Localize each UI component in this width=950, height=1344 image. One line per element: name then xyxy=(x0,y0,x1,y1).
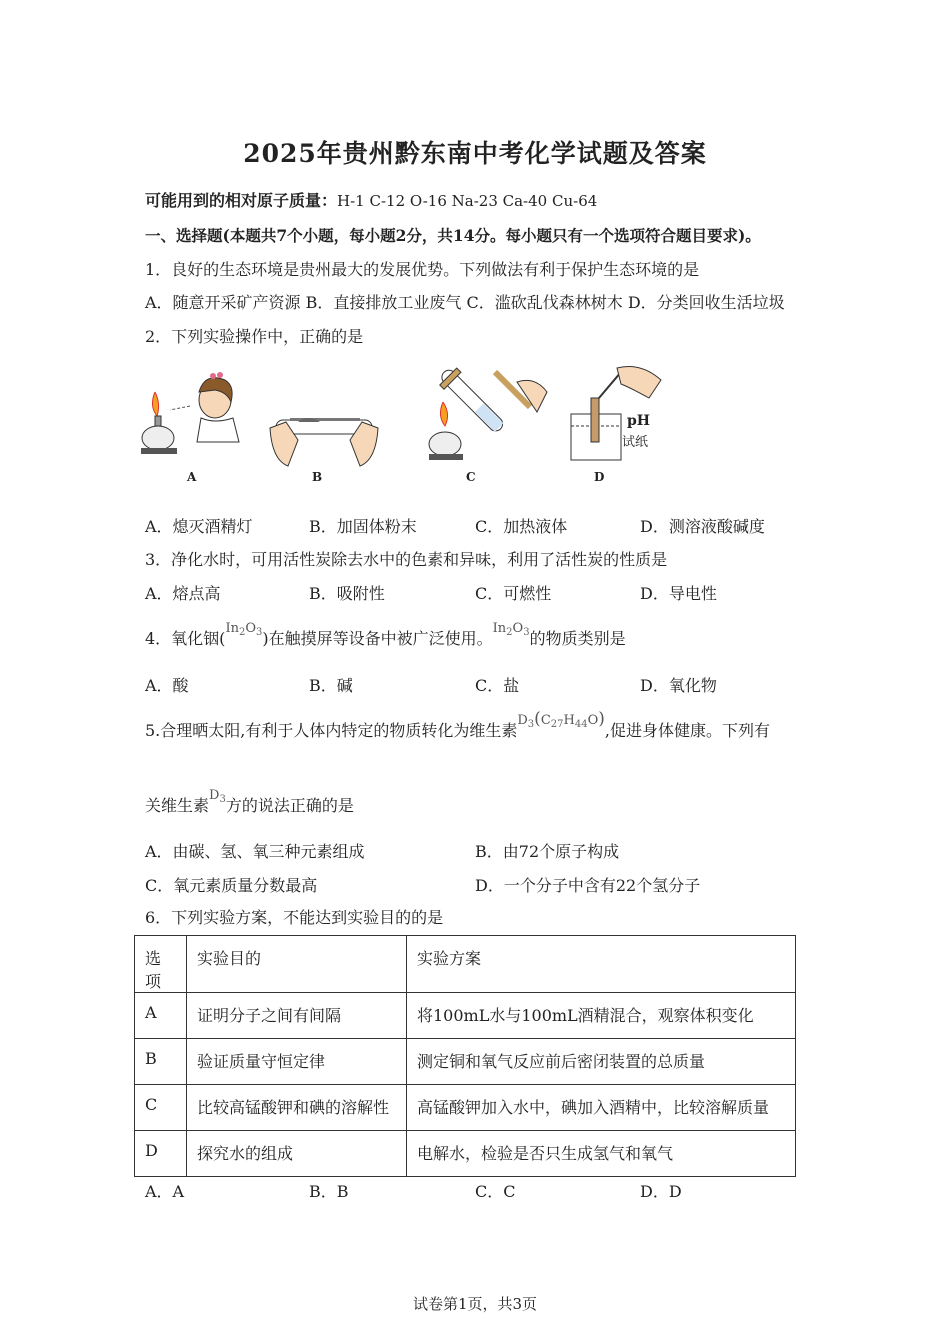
q5-text-b: ,促进身体健康。下列有 xyxy=(604,721,770,740)
table-cell: 测定铜和氧气反应前后密闭装置的总质量 xyxy=(407,1039,796,1085)
f-sub2-2: 2 xyxy=(506,627,513,638)
f-sub2: 2 xyxy=(238,627,246,638)
f-d-2: D xyxy=(209,788,220,803)
question-5-option-c: C．氧元素质量分数最高 xyxy=(145,876,318,895)
table-row xyxy=(135,1039,796,1085)
table-cell: 证明分子之间有间隔 xyxy=(187,993,407,1039)
f-o-2: O xyxy=(512,621,524,636)
question-2-stem: 2．下列实验操作中，正确的是 xyxy=(145,327,364,346)
table-row xyxy=(135,993,796,1039)
table-row xyxy=(135,1131,796,1177)
table-row xyxy=(135,1085,796,1131)
atomic-mass-values: H-1 C-12 O-16 Na-23 Ca-40 Cu-64 xyxy=(337,192,598,210)
question-3-option-a: A．熔点高 xyxy=(145,584,221,603)
f-in-2: In xyxy=(492,621,507,636)
table-cell: A xyxy=(135,993,187,1039)
figure-label-c: C xyxy=(466,470,476,484)
table-header: 实验目的 xyxy=(187,936,407,993)
table-cell: B xyxy=(135,1039,187,1085)
figure-b-add-powder xyxy=(268,400,380,470)
figure-label-b: B xyxy=(312,470,323,484)
question-2-option-d: D．测溶液酸碱度 xyxy=(640,517,765,536)
question-6-option-c: C．C xyxy=(475,1182,516,1201)
question-3-option-c: C．可燃性 xyxy=(475,584,552,603)
f-sub3: 3 xyxy=(256,627,263,638)
f-d-sub: 3 xyxy=(527,719,535,730)
f-in: In xyxy=(225,621,239,636)
question-5-stem-line2 xyxy=(145,788,354,817)
f-d: D xyxy=(517,713,528,728)
figure-a-blow-lamp xyxy=(135,362,245,467)
f-paren-close: ) xyxy=(598,709,605,729)
q4-text-b: )在触摸屏等设备中被广泛使用。 xyxy=(262,629,493,648)
figure-label-d: D xyxy=(594,470,605,484)
page-title: 2025年贵州黔东南中考化学试题及答案 xyxy=(243,139,707,168)
table-cell: 高锰酸钾加入水中，碘加入酒精中，比较溶解质量 xyxy=(407,1085,796,1131)
table-header-row xyxy=(135,936,796,993)
table-cell: D xyxy=(135,1131,187,1177)
f-c-sub: 27 xyxy=(550,719,564,730)
formula-d3 xyxy=(209,788,226,805)
f-sub3-2: 3 xyxy=(523,627,530,638)
table-cell: 探究水的组成 xyxy=(187,1131,407,1177)
question-3-option-d: D．导电性 xyxy=(640,584,717,603)
table-header: 实验方案 xyxy=(407,936,796,993)
table-cell: 比较高锰酸钾和碘的溶解性 xyxy=(187,1085,407,1131)
f-c: C xyxy=(540,713,551,728)
question-4-option-a: A．酸 xyxy=(145,676,189,695)
page-footer: 试卷第1页，共3页 xyxy=(412,1295,538,1313)
question-4-option-d: D．氧化物 xyxy=(640,676,717,695)
table-header: 选项 xyxy=(135,936,187,993)
table-cell: 验证质量守恒定律 xyxy=(187,1039,407,1085)
question-3-stem: 3．净化水时，可用活性炭除去水中的色素和异味，利用了活性炭的性质是 xyxy=(145,550,668,569)
figure-c-heat-liquid xyxy=(425,352,550,467)
question-5-option-b: B．由72个原子构成 xyxy=(475,842,620,861)
question-6-stem: 6．下列实验方案，不能达到实验目的的是 xyxy=(145,908,444,927)
question-4-option-b: B．碱 xyxy=(309,676,353,695)
atomic-mass-line xyxy=(145,188,597,211)
question-5-option-a: A．由碳、氢、氧三种元素组成 xyxy=(145,842,365,861)
question-1-options: A．随意开采矿产资源 B．直接排放工业废气 C．滥砍乱伐森林树木 D．分类回收生活垃圾 xyxy=(145,293,785,312)
question-3-option-b: B．吸附性 xyxy=(309,584,385,603)
formula-in2o3-2 xyxy=(493,621,530,638)
q5-text-d: 方的说法正确的是 xyxy=(225,796,354,815)
f-paren-open: ( xyxy=(534,709,541,729)
question-6-option-b: B．B xyxy=(309,1182,349,1201)
question-1-stem: 1．良好的生态环境是贵州最大的发展优势。下列做法有利于保护生态环境的是 xyxy=(145,260,700,279)
f-h-sub: 44 xyxy=(574,719,588,730)
f-o5: O xyxy=(587,713,599,728)
question-4-stem xyxy=(145,621,626,650)
formula-d3-c27h44o xyxy=(517,709,605,730)
question-6-option-d: D．D xyxy=(640,1182,682,1201)
figure-label-a: A xyxy=(187,470,197,484)
table-cell: 将100mL水与100mL酒精混合，观察体积变化 xyxy=(407,993,796,1039)
question-2-option-a: A．熄灭酒精灯 xyxy=(145,517,253,536)
question-4-option-c: C．盐 xyxy=(475,676,520,695)
ph-label: pH xyxy=(627,413,651,429)
q5-text-a: 5.合理晒太阳,有利于人体内特定的物质转化为维生素 xyxy=(145,721,518,740)
f-d-sub-2: 3 xyxy=(219,794,226,805)
question-2-option-b: B．加固体粉末 xyxy=(309,517,417,536)
ph-paper-label: 试纸 xyxy=(622,435,649,450)
question-6-option-a: A．A xyxy=(145,1182,185,1201)
question-5-option-d: D．一个分子中含有22个氢分子 xyxy=(475,876,701,895)
atomic-mass-label: 可能用到的相对原子质量： xyxy=(145,191,338,210)
question-2-option-c: C．加热液体 xyxy=(475,517,568,536)
q5-text-c: 关维生素 xyxy=(145,796,210,815)
q4-text-a: 4．氧化铟( xyxy=(145,629,226,648)
formula-in2o3 xyxy=(225,621,262,638)
q4-text-c: 的物质类别是 xyxy=(529,629,626,648)
table-cell: C xyxy=(135,1085,187,1131)
f-o: O xyxy=(245,621,256,636)
question-5-stem-line1 xyxy=(145,709,770,742)
experiment-table xyxy=(134,935,796,1177)
f-h: H xyxy=(563,713,575,728)
section-heading: 一、选择题(本题共7个小题，每小题2分，共14分。每小题只有一个选项符合题目要求)。 xyxy=(145,226,761,245)
table-cell: 电解水，检验是否只生成氢气和氧气 xyxy=(407,1131,796,1177)
